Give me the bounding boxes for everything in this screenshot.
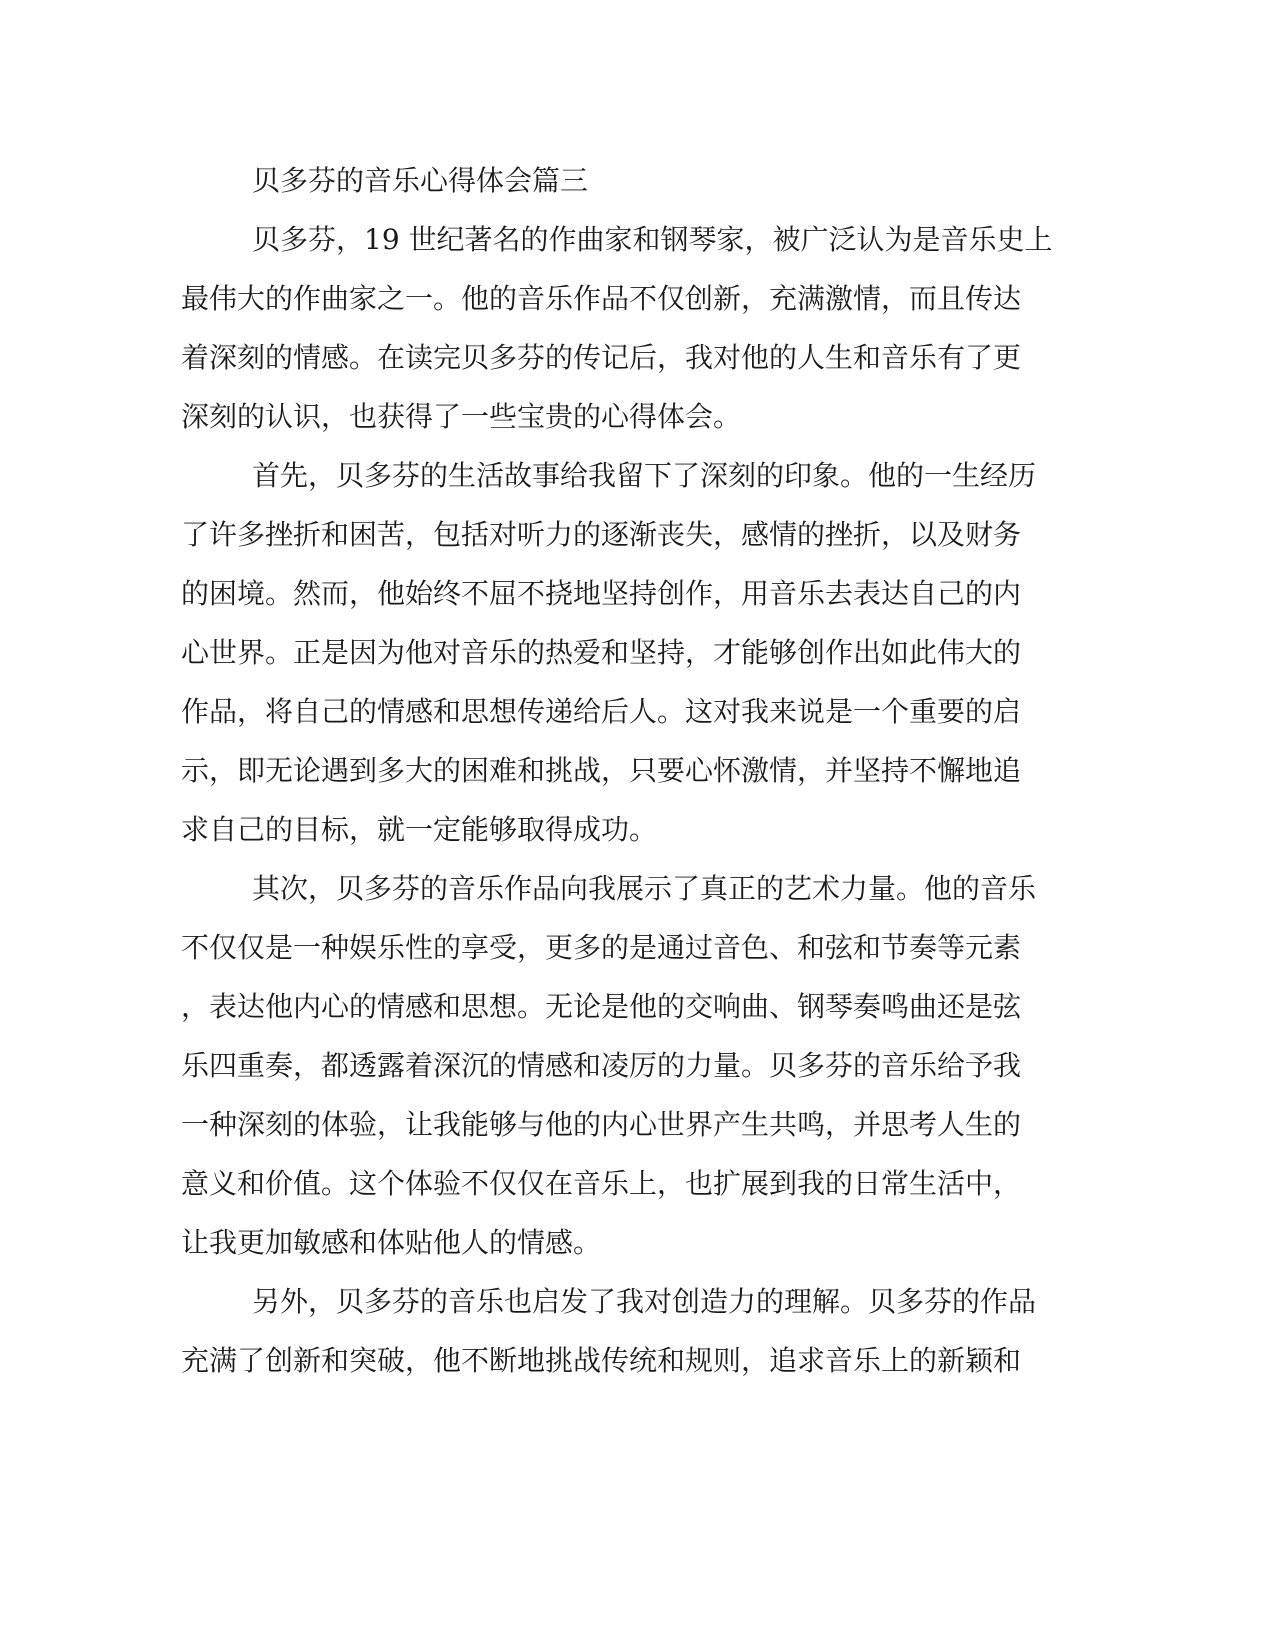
text-line: 意义和价值。这个体验不仅仅在音乐上，也扩展到我的日常生活中， bbox=[181, 1167, 1022, 1200]
text-line: 作品，将自己的情感和思想传递给后人。这对我来说是一个重要的启 bbox=[181, 695, 1022, 728]
text-line: 一种深刻的体验，让我能够与他的内心世界产生共鸣，并思考人生的 bbox=[181, 1108, 1022, 1141]
text-line: 了许多挫折和困苦，包括对听力的逐渐丧失，感情的挫折，以及财务 bbox=[181, 518, 1022, 551]
text-line: 其次，贝多芬的音乐作品向我展示了真正的艺术力量。他的音乐 bbox=[252, 872, 1037, 905]
text-line: 求自己的目标，就一定能够取得成功。 bbox=[181, 813, 658, 846]
text-line: 着深刻的情感。在读完贝多芬的传记后，我对他的人生和音乐有了更 bbox=[181, 341, 1022, 374]
text-line: 示，即无论遇到多大的困难和挑战，只要心怀激情，并坚持不懈地追 bbox=[181, 754, 1022, 787]
text-line: 最伟大的作曲家之一。他的音乐作品不仅创新，充满激情，而且传达 bbox=[181, 282, 1022, 315]
text-line: 充满了创新和突破，他不断地挑战传统和规则，追求音乐上的新颖和 bbox=[181, 1344, 1022, 1377]
text-line: 让我更加敏感和体贴他人的情感。 bbox=[181, 1226, 602, 1259]
text-line: ，表达他内心的情感和思想。无论是他的交响曲、钢琴奏鸣曲还是弦 bbox=[181, 990, 1022, 1023]
text-line: 贝多芬，19 世纪著名的作曲家和钢琴家，被广泛认为是音乐史上 bbox=[252, 223, 1053, 256]
document-title: 贝多芬的音乐心得体会篇三 bbox=[252, 164, 589, 197]
text-line: 首先，贝多芬的生活故事给我留下了深刻的印象。他的一生经历 bbox=[252, 459, 1037, 492]
text-line: 另外，贝多芬的音乐也启发了我对创造力的理解。贝多芬的作品 bbox=[252, 1285, 1037, 1318]
text-line: 不仅仅是一种娱乐性的享受，更多的是通过音色、和弦和节奏等元素 bbox=[181, 931, 1022, 964]
text-line: 心世界。正是因为他对音乐的热爱和坚持，才能够创作出如此伟大的 bbox=[181, 636, 1022, 669]
text-line: 的困境。然而，他始终不屈不挠地坚持创作，用音乐去表达自己的内 bbox=[181, 577, 1022, 610]
text-line: 乐四重奏，都透露着深沉的情感和凌厉的力量。贝多芬的音乐给予我 bbox=[181, 1049, 1022, 1082]
text-line: 深刻的认识，也获得了一些宝贵的心得体会。 bbox=[181, 400, 742, 433]
